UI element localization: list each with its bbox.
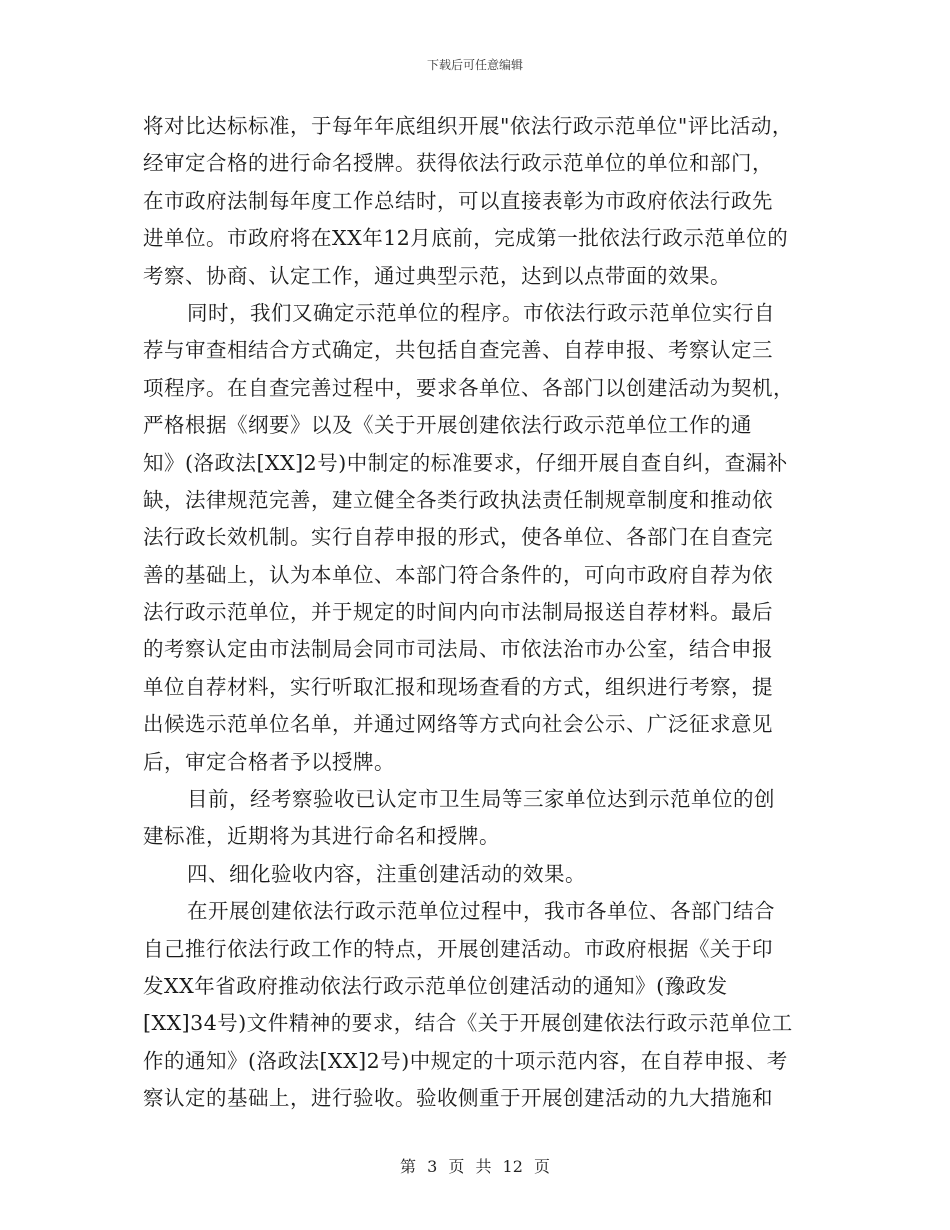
- paragraph-first-line: 在开展创建依法行政示范单位过程中，我市各单位、各部门结合: [187, 899, 775, 924]
- text-line: 项程序。在自查完善过程中，要求各单位、各部门以创建活动为契机，: [143, 375, 794, 400]
- text-line: 后，审定合格者予以授牌。: [143, 749, 395, 774]
- text-line: 单位自荐材料，实行听取汇报和现场查看的方式，组织进行考察，提: [143, 674, 773, 699]
- text-line: [XX]34号)文件精神的要求，结合《关于开展创建依法行政示范单位工: [143, 1011, 793, 1036]
- text-line: 在市政府法制每年度工作总结时，可以直接表彰为市政府依法行政先: [143, 188, 773, 213]
- text-line: 的考察认定由市法制局会同市司法局、市依法治市办公室，结合申报: [143, 637, 773, 662]
- text-line: 严格根据《纲要》以及《关于开展创建依法行政示范单位工作的通: [143, 413, 752, 438]
- paragraph-first-line: 目前，经考察验收已认定市卫生局等三家单位达到示范单位的创: [187, 787, 775, 812]
- text-line: 知》(洛政法[XX]2号)中制定的标准要求，仔细开展自查自纠，查漏补: [143, 450, 788, 475]
- text-line: 法行政长效机制。实行自荐申报的形式，使各单位、各部门在自查完: [143, 525, 773, 550]
- paragraph-first-line: 同时，我们又确定示范单位的程序。市依法行政示范单位实行自: [187, 300, 775, 325]
- text-line: 察认定的基础上，进行验收。验收侧重于开展创建活动的九大措施和: [143, 1086, 773, 1111]
- text-line: 法行政示范单位，并于规定的时间内向市法制局报送自荐材料。最后: [143, 600, 773, 625]
- document-body: [143, 108, 803, 1118]
- text-line: 考察、协商、认定工作，通过典型示范，达到以点带面的效果。: [143, 263, 731, 288]
- text-line: 荐与审查相结合方式确定，共包括自查完善、自荐申报、考察认定三: [143, 338, 773, 363]
- text-line: 出候选示范单位名单，并通过网络等方式向社会公示、广泛征求意见: [143, 712, 773, 737]
- page-number-footer: 第 3 页 共 12 页: [400, 1157, 550, 1176]
- section-heading: 四、细化验收内容，注重创建活动的效果。: [187, 861, 586, 886]
- text-line: 进单位。市政府将在XX年12月底前，完成第一批依法行政示范单位的: [143, 226, 789, 251]
- text-line: 建标准，近期将为其进行命名和授牌。: [143, 824, 500, 849]
- text-line: 经审定合格的进行命名授牌。获得依法行政示范单位的单位和部门，: [143, 151, 773, 176]
- text-line: 将对比达标标准，于每年年底组织开展"依法行政示范单位"评比活动，: [143, 114, 793, 138]
- text-line: 作的通知》(洛政法[XX]2号)中规定的十项示范内容，在自荐申报、考: [143, 1048, 788, 1073]
- page-header: 下载后可任意编辑: [426, 58, 523, 72]
- text-line: 善的基础上，认为本单位、本部门符合条件的，可向市政府自荐为依: [143, 562, 773, 587]
- text-line: 缺，法律规范完善，建立健全各类行政执法责任制规章制度和推动依: [143, 487, 773, 512]
- text-line: 自己推行依法行政工作的特点，开展创建活动。市政府根据《关于印: [143, 936, 773, 961]
- text-line: 发XX年省政府推动依法行政示范单位创建活动的通知》(豫政发: [143, 973, 728, 998]
